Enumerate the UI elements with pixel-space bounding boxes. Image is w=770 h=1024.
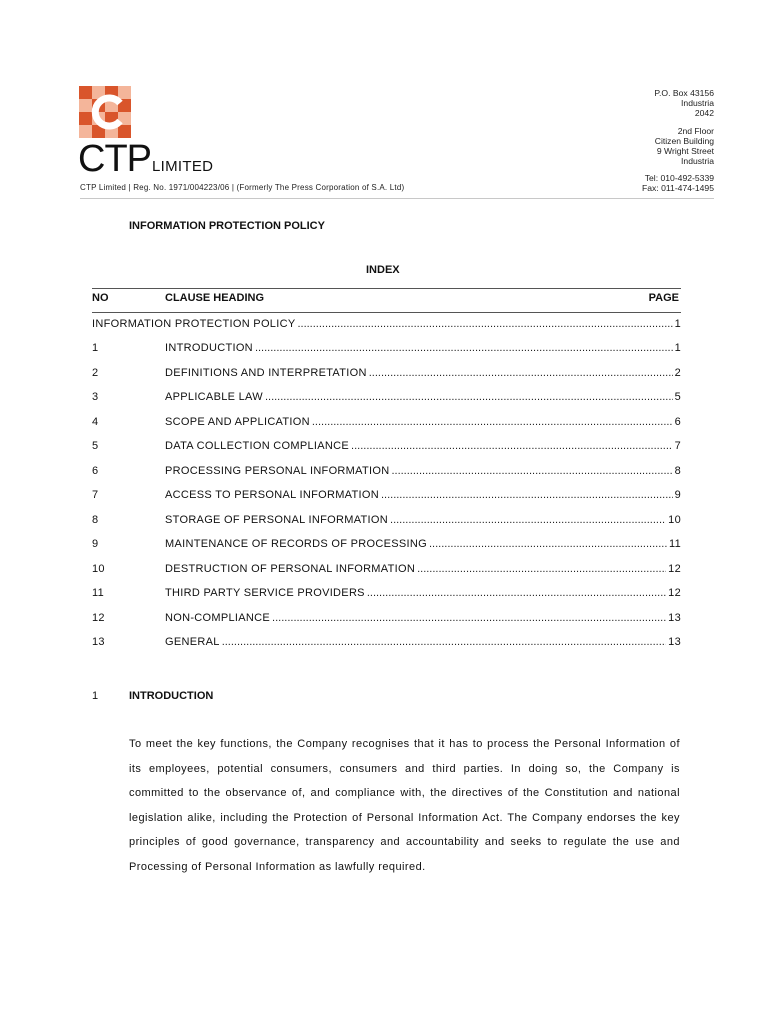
toc-number: 13 (92, 636, 105, 648)
toc-row[interactable] (92, 489, 681, 505)
toc-page: 9 (674, 489, 681, 501)
toc-leader (297, 318, 672, 330)
fax-number: Fax: 011-474-1495 (642, 183, 714, 193)
toc-page: 13 (668, 612, 681, 624)
toc-page: 6 (674, 416, 681, 428)
toc-leader (351, 440, 673, 452)
toc-number: 8 (92, 514, 99, 526)
brand-wordmark (78, 140, 213, 178)
document-title: INFORMATION PROTECTION POLICY (129, 220, 325, 232)
section-number: 1 (92, 690, 99, 702)
brand-name: CTP (78, 138, 151, 180)
toc-leader (367, 587, 666, 599)
toc-page: 5 (674, 391, 681, 403)
toc-number: 2 (92, 367, 99, 379)
contact-details (642, 173, 714, 193)
toc-row[interactable] (92, 367, 681, 383)
toc-leader (381, 489, 673, 501)
column-header-page: PAGE (648, 292, 679, 304)
postal-line: 2042 (694, 108, 714, 118)
toc-number: 5 (92, 440, 99, 452)
toc-leader (390, 514, 666, 526)
section-body: To meet the key functions, the Company recognises that it has to process the Personal Information of its employees, potential consumers, consumers and third parties. In doing so, the Company is committed to the observance of, and compliance with, the directives of the Constitution and national legislation alike, including the Protection of Personal Information Act. The Company endorses the key principles of good governance, transparency and accountability and seeks to regulate the use and Processing of Personal Information as lawfully required. (129, 738, 680, 873)
toc-page: 8 (674, 465, 681, 477)
toc-leader (429, 538, 667, 550)
toc-row[interactable] (92, 612, 681, 628)
toc-page: 1 (674, 342, 681, 354)
street-address (655, 126, 714, 166)
letterhead-divider (80, 198, 714, 199)
toc-page: 13 (668, 636, 681, 648)
toc-leader (312, 416, 673, 428)
toc-title: THIRD PARTY SERVICE PROVIDERS (165, 587, 365, 599)
toc-number: 10 (92, 563, 105, 575)
toc-title: GENERAL (165, 636, 220, 648)
toc-row[interactable] (92, 342, 681, 358)
toc-row[interactable] (92, 391, 681, 407)
phone-number: Tel: 010-492-5339 (644, 173, 714, 183)
toc-leader (265, 391, 673, 403)
toc-title: APPLICABLE LAW (165, 391, 263, 403)
toc-number: 11 (92, 587, 105, 599)
toc-leader (222, 636, 666, 648)
toc-page: 1 (674, 318, 681, 330)
toc-page: 2 (674, 367, 681, 379)
toc-page: 10 (668, 514, 681, 526)
index-heading: INDEX (366, 264, 400, 276)
toc-row[interactable] (92, 465, 681, 481)
toc-title: ACCESS TO PERSONAL INFORMATION (165, 489, 379, 501)
toc-title: INFORMATION PROTECTION POLICY (92, 318, 296, 330)
toc-leader (272, 612, 666, 624)
column-header-clause: CLAUSE HEADING (165, 292, 265, 304)
toc-row[interactable] (92, 416, 681, 432)
toc-row[interactable] (92, 318, 681, 334)
postal-line: Industria (681, 98, 714, 108)
toc-leader (255, 342, 673, 354)
street-line: 9 Wright Street (656, 146, 714, 156)
toc-title: DESTRUCTION OF PERSONAL INFORMATION (165, 563, 416, 575)
toc-number: 4 (92, 416, 99, 428)
ctp-logo-icon (79, 86, 131, 138)
table-header-rule (92, 312, 681, 313)
toc-row[interactable] (92, 440, 681, 456)
toc-page: 11 (668, 538, 681, 550)
toc-title: SCOPE AND APPLICATION (165, 416, 310, 428)
toc-row[interactable] (92, 587, 681, 603)
column-header-no: NO (92, 292, 109, 304)
street-line: 2nd Floor (677, 126, 714, 136)
toc-page: 12 (668, 587, 681, 599)
toc-number: 6 (92, 465, 99, 477)
postal-address (654, 88, 714, 118)
postal-line: P.O. Box 43156 (654, 88, 714, 98)
table-top-rule (92, 288, 681, 289)
street-line: Citizen Building (654, 136, 714, 146)
registration-line: CTP Limited | Reg. No. 1971/004223/06 | (Formerly The Press Corporation of S.A. Ltd) (80, 183, 405, 192)
brand-suffix: LIMITED (152, 158, 214, 175)
toc-number: 3 (92, 391, 99, 403)
toc-title: NON-COMPLIANCE (165, 612, 271, 624)
toc-leader (391, 465, 672, 477)
toc-leader (369, 367, 673, 379)
toc-number: 12 (92, 612, 105, 624)
toc-page: 7 (674, 440, 681, 452)
toc-number: 9 (92, 538, 99, 550)
toc-row[interactable] (92, 563, 681, 579)
toc-title: MAINTENANCE OF RECORDS OF PROCESSING (165, 538, 427, 550)
toc-title: DEFINITIONS AND INTERPRETATION (165, 367, 367, 379)
toc-title: PROCESSING PERSONAL INFORMATION (165, 465, 390, 477)
street-line: Industria (681, 156, 714, 166)
toc-title: INTRODUCTION (165, 342, 253, 354)
section-heading: INTRODUCTION (129, 690, 214, 702)
toc-number: 1 (92, 342, 99, 354)
toc-leader (417, 563, 666, 575)
toc-row[interactable] (92, 636, 681, 652)
toc-row[interactable] (92, 538, 681, 554)
toc-row[interactable] (92, 514, 681, 530)
toc-title: DATA COLLECTION COMPLIANCE (165, 440, 350, 452)
toc-title: STORAGE OF PERSONAL INFORMATION (165, 514, 389, 526)
toc-page: 12 (668, 563, 681, 575)
toc-number: 7 (92, 489, 99, 501)
